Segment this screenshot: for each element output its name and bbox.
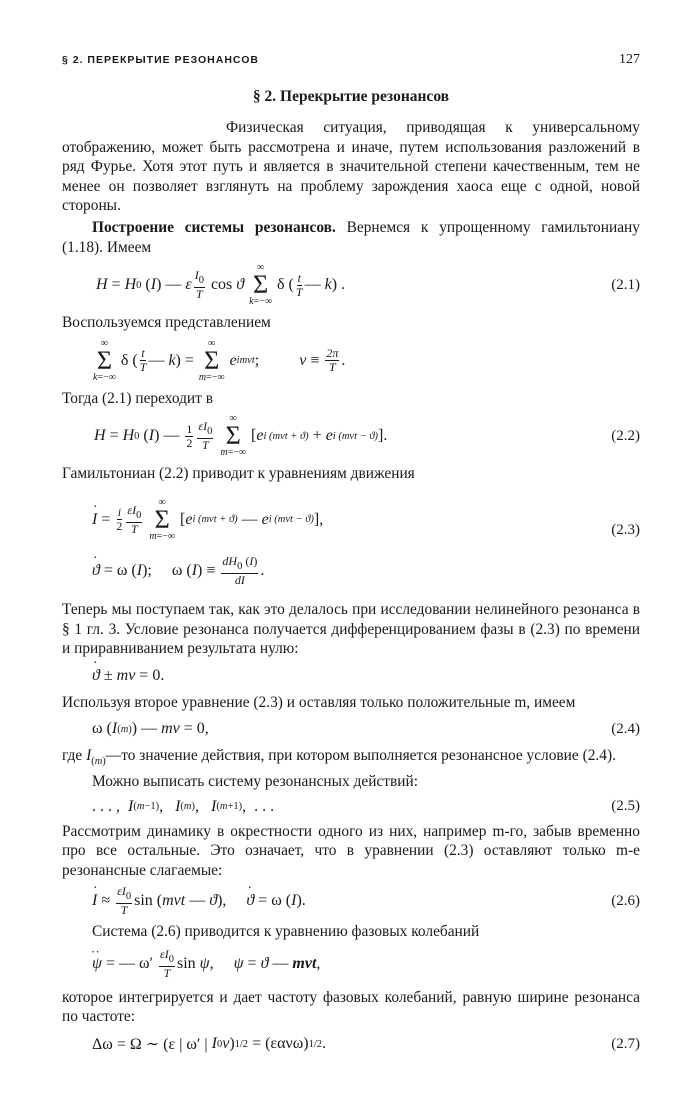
equation-number: (2.3): [611, 521, 640, 538]
equation-2-6: · I ≈ $\frac{\varepsilon I0}{T}$ sin ( mνt — ϑ ), · ϑ = ω ( I ). (2.6): [92, 880, 640, 922]
paragraph-text: Вернемся к упрощенному гамильтониану (1.18). Имеем: [62, 218, 640, 256]
equation-number: (2.2): [611, 427, 640, 444]
equation-number: (2.7): [611, 1035, 640, 1052]
paragraph-single-resonance: Рассмотрим динамику в окрестности одного из них, например m-го, забыв временно про все остальные. Это означает, что в уравнении (2.3) оставляют только m-е резонансные слагаемые:: [62, 822, 640, 879]
running-head: § 2. ПЕРЕКРЫТИЕ РЕЗОНАНСОВ: [62, 54, 259, 66]
paragraph-text: —то значение действия, при котором выполняется резонансное условие (2.4).: [105, 747, 616, 765]
paragraph-frequency: которое интегрируется и дает частоту фазовых колебаний, равную ширине резонанса по частоте:: [62, 988, 640, 1026]
paragraph-transition: Тогда (2.1) переходит в: [62, 389, 213, 407]
section-title: § 2. Перекрытие резонансов: [252, 88, 450, 105]
equation-2-4: ω ( I ( m ) ) — mν = 0, (2.4): [92, 720, 640, 738]
paragraph-where: где $I_{(m)}—то$ значение действия, при котором выполняется резонансное условие (2.4).: [62, 747, 616, 768]
equation-number: (2.1): [611, 276, 640, 293]
equation-number: (2.6): [611, 892, 640, 909]
equation-2-2: H = H 0 ( I ) — $\frac{1}{2}$ $\frac{\varepsilon I0}{T}$ ∞ Σ m=−∞ [ e i (mνt + ϑ) + e i (mνt − ϑ) ]. (2.2): [94, 413, 640, 459]
equation-number: (2.4): [611, 720, 640, 737]
equation-2-3: · I = $\frac{i}{2}$ $\frac{\varepsilon I0}{T}$ ∞ Σ m=−∞ [ e i (mνt + ϑ) — e i (mνt − ϑ) ], · ϑ = ω ( I ); ω ( I ) ≡ $\frac{dH0 (I)}{dI}$ . (2.3): [92, 484, 640, 600]
paragraph-resonant-actions: Можно выписать систему резонансных действий:: [92, 772, 419, 790]
paragraph-text: где: [62, 747, 87, 765]
equation-resonance-condition: · ϑ ± mν = 0.: [92, 659, 640, 693]
page-number: 127: [619, 52, 640, 67]
equation-delta-comb: ∞ Σ k=−∞ δ ( $\frac{t}{T}$ — k ) = ∞ Σ m=−∞ e imνt ; ν ≡ $\frac{2\pi}{T}$ .: [93, 337, 346, 383]
paragraph-positive-m: Используя второе уравнение (2.3) и оставляя только положительные m, имеем: [62, 693, 576, 711]
paragraph-resonance-condition: Теперь мы поступаем так, как это делалось при исследовании нелинейного резонанса в § 1 гл. 3. Условие резонанса получается дифференцированием фазы в (2.3) по времени и приравниванием результата нулю:: [62, 600, 640, 658]
equation-phase-oscillation: ·· ψ = — ω′ $\frac{\varepsilon I0}{T}$ sin ψ , ψ = ϑ — mνt ,: [92, 942, 640, 986]
paragraph-run-in-heading: Построение системы резонансов.: [92, 218, 336, 236]
paragraph-phase-oscillations: Система (2.6) приводится к уравнению фазовых колебаний: [92, 923, 480, 941]
equation-2-5: . . . , I ( m −1) , I ( m ) , I ( m +1) , . . . (2.5): [92, 797, 640, 815]
equation-2-1: H = H 0 ( I ) — ε $\frac{I0}{T}$ cos ϑ ∞ Σ k=−∞ δ ( $\frac{t}{T}$ — k ) . (2.1): [96, 262, 640, 308]
page: [62, 52, 640, 1061]
paragraph-resonance-system: [62, 218, 640, 257]
paragraph-equations-of-motion: Гамильтониан (2.2) приводит к уравнениям движения: [62, 465, 415, 483]
equation-2-7: Δω = Ω ∼ (ε | ω′ | I 0 ν ) 1/2 = (εανω) 1/2 . (2.7): [92, 1035, 640, 1054]
paragraph-representation: Воспользуемся представлением: [62, 314, 271, 332]
paragraph-intro: Физическая ситуация, приводящая к универсальному отображению, может быть рассмотрена и иначе, путем использования разложений в ряд Фурье. Хотя этот путь и является в значительной степени качественным, тем не менее он позволяет взглянуть на проблему зарождения хаоса еще с одной, новой стороны.: [62, 119, 640, 215]
page-header: [62, 52, 640, 74]
equation-number: (2.5): [611, 798, 640, 814]
